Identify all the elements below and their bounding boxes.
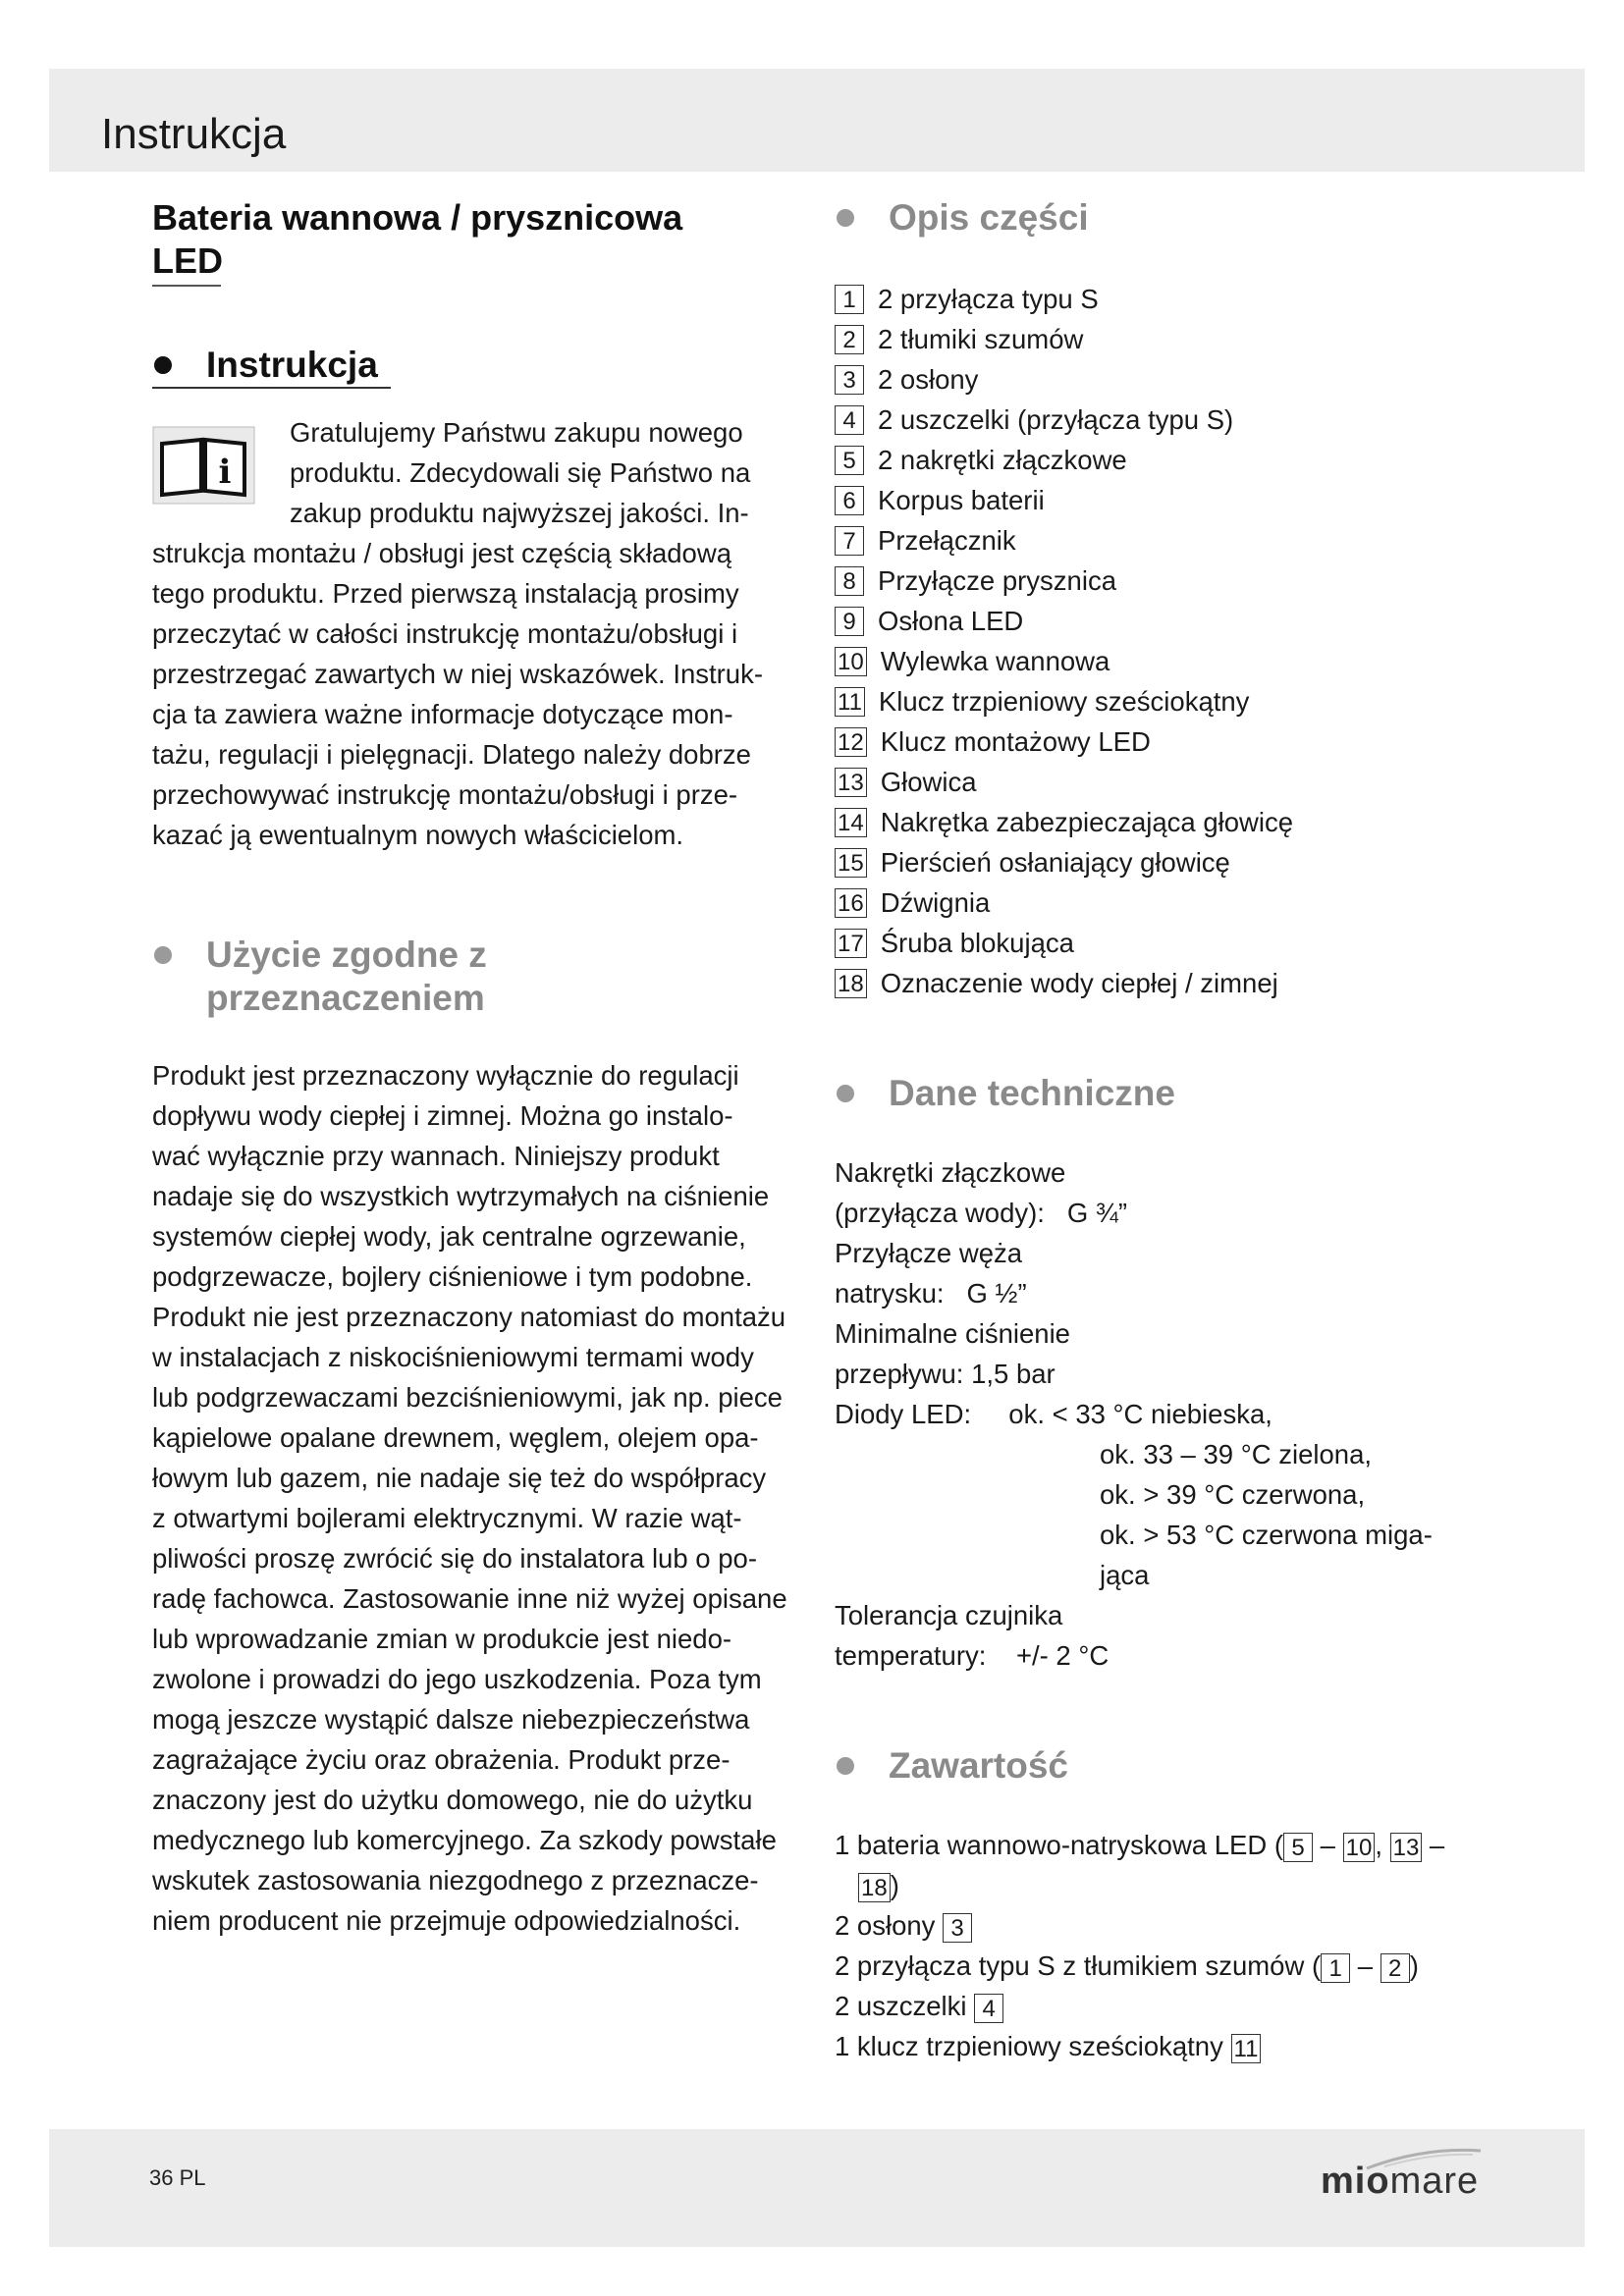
part-number: 5 <box>835 446 864 475</box>
part-label: 2 osłony <box>878 363 979 395</box>
bullet-icon <box>837 1085 854 1102</box>
tech-line: jąca <box>1100 1560 1150 1590</box>
part-label: Klucz trzpieniowy sześciokątny <box>878 685 1250 717</box>
part-item <box>835 400 1502 440</box>
tech-label: Diody LED: <box>835 1399 972 1429</box>
section-title: Zawartość <box>889 1745 1069 1786</box>
instr-line: Gratulujemy Państwu zakupu nowego <box>290 417 743 448</box>
left-column <box>152 196 800 1941</box>
part-item <box>835 279 1502 319</box>
use-line: lub podgrzewaczami bezciśnieniowymi, jak np. piece <box>152 1382 783 1413</box>
tech-line: ok. > 39 °C czerwona, <box>1100 1479 1366 1510</box>
part-number: 16 <box>835 888 867 918</box>
tech-line <box>835 1273 1502 1313</box>
instr-line: zakup produktu najwyższej jakości. In- <box>290 498 749 528</box>
tech-line <box>835 1193 1502 1233</box>
use-line: kąpielowe opalane drewnem, węglem, olejem opa- <box>152 1422 759 1453</box>
part-number: 3 <box>835 365 864 395</box>
use-line: nadaje się do wszystkich wytrzymałych na ciśnienie <box>152 1181 770 1211</box>
use-line: pliwości proszę zwrócić się do instalatora lub o po- <box>152 1543 757 1574</box>
contents-sep: – <box>1350 1950 1380 1981</box>
use-line: mogą jeszcze wystąpić dalsze niebezpieczeństwa <box>152 1704 750 1735</box>
part-item <box>835 681 1502 721</box>
part-label: 2 nakrętki złączkowe <box>878 444 1127 475</box>
right-column <box>835 196 1502 2066</box>
part-ref: 2 <box>1380 1953 1410 1983</box>
section-title-line1: Użycie zgodne z <box>206 934 487 975</box>
section-heading-opis-czesci <box>835 196 1502 240</box>
part-number: 7 <box>835 526 864 556</box>
part-number: 1 <box>835 285 864 314</box>
part-item <box>835 842 1502 882</box>
part-item <box>835 359 1502 400</box>
tech-value: +/- 2 °C <box>1015 1640 1110 1671</box>
tech-line: Przyłącze węża <box>835 1238 1023 1268</box>
miomare-logo <box>1321 2145 1488 2204</box>
info-book-icon <box>152 426 255 505</box>
logo-bold: mio <box>1321 2161 1390 2202</box>
part-number: 14 <box>835 808 867 837</box>
part-label: Przyłącze prysznica <box>878 564 1116 596</box>
instr-line: przestrzegać zawartych w niej wskazówek. Instruk- <box>152 659 764 689</box>
part-label: Klucz montażowy LED <box>880 725 1151 757</box>
part-label: Wylewka wannowa <box>880 645 1110 676</box>
page-header-title: Instrukcja <box>101 110 287 158</box>
bullet-icon <box>154 356 172 374</box>
part-number: 8 <box>835 566 864 596</box>
part-label: 2 przyłącza typu S <box>878 283 1099 314</box>
tech-label: (przyłącza wody): <box>835 1198 1045 1228</box>
part-number: 10 <box>835 647 867 676</box>
tech-line <box>835 1394 1502 1434</box>
contents-sep: ) <box>1409 1950 1419 1981</box>
use-line: wskutek zastosowania niezgodnego z przeznacze- <box>152 1865 759 1896</box>
part-item <box>835 561 1502 601</box>
part-item <box>835 963 1502 1003</box>
part-number: 18 <box>835 969 867 998</box>
part-label: Śruba blokująca <box>880 927 1074 958</box>
logo-text <box>1321 2161 1479 2203</box>
use-line: radę fachowca. Zastosowanie inne niż wyżej opisane <box>152 1583 787 1614</box>
use-line: podgrzewacze, bojlery ciśnieniowe i tym podobne. <box>152 1261 753 1292</box>
instr-line: tażu, regulacji i pielęgnacji. Dlatego należy dobrze <box>152 739 751 770</box>
bullet-icon <box>837 209 854 227</box>
tech-value: G ½” <box>966 1278 1027 1308</box>
instr-line: tego produktu. Przed pierwszą instalacją prosimy <box>152 578 739 609</box>
part-ref: 1 <box>1321 1953 1350 1983</box>
part-item <box>835 762 1502 802</box>
use-line: znaczony jest do użytku domowego, nie do użytku <box>152 1785 753 1815</box>
use-line: lub wprowadzanie zmian w produkcie jest niedo- <box>152 1624 732 1654</box>
tech-line: przepływu: 1,5 bar <box>835 1359 1056 1389</box>
use-line: wać wyłącznie przy wannach. Niniejszy produkt <box>152 1141 720 1171</box>
part-ref: 4 <box>974 1994 1003 2023</box>
section-heading-dane-techniczne <box>835 1072 1502 1115</box>
tech-line <box>835 1635 1502 1676</box>
part-label: Dźwignia <box>880 886 991 918</box>
use-line: w instalacjach z niskociśnieniowymi termami wody <box>152 1342 754 1372</box>
contents-text: 2 osłony <box>835 1910 944 1941</box>
use-line: łowym lub gazem, nie nadaje się też do współpracy <box>152 1463 767 1493</box>
part-label: Przełącznik <box>878 524 1016 556</box>
part-number: 17 <box>835 929 867 958</box>
part-label: 2 uszczelki (przyłącza typu S) <box>878 403 1234 435</box>
instr-line: przechowywać instrukcję montażu/obsługi i prze- <box>152 779 738 810</box>
tech-data <box>835 1152 1502 1676</box>
part-item <box>835 882 1502 923</box>
svg-text:i: i <box>218 453 232 492</box>
tech-label: natrysku: <box>835 1278 945 1308</box>
use-line: niem producent nie przejmuje odpowiedzialności. <box>152 1905 741 1936</box>
instr-line: produktu. Zdecydowali się Państwo na <box>290 457 751 488</box>
part-number: 11 <box>835 687 865 717</box>
tech-line: Minimalne ciśnienie <box>835 1318 1070 1349</box>
tech-value: ok. < 33 °C niebieska, <box>1008 1399 1272 1429</box>
part-label: Pierścień osłaniający głowicę <box>880 846 1230 878</box>
part-number: 12 <box>835 727 867 757</box>
part-ref: 11 <box>1231 2034 1262 2063</box>
part-item <box>835 480 1502 520</box>
part-item <box>835 440 1502 480</box>
contents-text: 2 przyłącza typu S z tłumikiem szumów ( <box>835 1950 1322 1981</box>
part-number: 6 <box>835 486 864 515</box>
part-item <box>835 802 1502 842</box>
contents-item-cont <box>835 1865 1502 1905</box>
instr-line: przeczytać w całości instrukcję montażu/obsługi i <box>152 618 738 649</box>
part-ref: 5 <box>1283 1833 1313 1862</box>
contents-item <box>835 1825 1502 1865</box>
contents-sep: ) <box>890 1870 899 1900</box>
section-title: Instrukcja <box>206 345 378 385</box>
bullet-icon <box>154 946 172 964</box>
tech-line: ok. > 53 °C czerwona miga- <box>1100 1520 1433 1550</box>
tech-value: G ¾” <box>1066 1198 1127 1228</box>
contents-item <box>835 2026 1502 2066</box>
part-number: 15 <box>835 848 867 878</box>
tech-line: Nakrętki złączkowe <box>835 1157 1066 1188</box>
logo-light: mare <box>1389 2161 1480 2202</box>
main-title-line2: LED <box>152 240 223 281</box>
use-line: zagrażające życiu oraz obrażenia. Produkt prze- <box>152 1744 731 1775</box>
section-heading-zawartosc <box>835 1744 1502 1788</box>
part-label: Oznaczenie wody ciepłej / zimnej <box>880 967 1278 998</box>
tech-line: ok. 33 – 39 °C zielona, <box>1100 1439 1373 1469</box>
contents-item <box>835 1946 1502 1986</box>
use-line: systemów ciepłej wody, jak centralne ogrzewanie, <box>152 1221 746 1252</box>
tech-line: Tolerancja czujnika <box>835 1600 1063 1630</box>
part-ref: 3 <box>943 1913 972 1943</box>
part-item <box>835 923 1502 963</box>
use-line: dopływu wody ciepłej i zimnej. Można go instalo- <box>152 1100 733 1131</box>
part-label: 2 tłumiki szumów <box>878 323 1084 354</box>
use-line: zwolone i prowadzi do jego uszkodzenia. Poza tym <box>152 1664 762 1694</box>
bullet-icon <box>837 1757 854 1775</box>
part-ref: 10 <box>1343 1833 1376 1862</box>
page-number: 36 PL <box>149 2165 206 2190</box>
section-title: Dane techniczne <box>889 1073 1175 1113</box>
main-title-line1: Bateria wannowa / prysznicowa <box>152 197 683 238</box>
part-label: Osłona LED <box>878 605 1024 636</box>
instr-line: kazać ją ewentualnym nowych właścicielom. <box>152 820 684 850</box>
part-number: 4 <box>835 405 864 435</box>
use-text <box>152 1055 800 1941</box>
use-line: Produkt jest przeznaczony wyłącznie do regulacji <box>152 1060 739 1091</box>
part-item <box>835 721 1502 762</box>
contents-sep: , <box>1375 1830 1390 1860</box>
contents-list <box>835 1825 1502 2066</box>
part-number: 9 <box>835 607 864 636</box>
contents-text: 1 bateria wannowo-natryskowa LED ( <box>835 1830 1284 1860</box>
main-title <box>152 196 800 283</box>
part-item <box>835 319 1502 359</box>
contents-text: 1 klucz trzpieniowy sześciokątny <box>835 2031 1231 2061</box>
parts-list <box>835 279 1502 1003</box>
section-title: Opis części <box>889 197 1089 238</box>
part-item <box>835 641 1502 681</box>
part-label: Głowica <box>880 766 977 797</box>
instruction-text <box>152 412 800 855</box>
section-title-line2: przeznaczeniem <box>206 978 485 1018</box>
contents-sep: – <box>1313 1830 1343 1860</box>
part-item <box>835 601 1502 641</box>
part-label: Korpus baterii <box>878 484 1045 515</box>
section-heading-instrukcja <box>152 344 800 387</box>
contents-item <box>835 1986 1502 2026</box>
part-label: Nakrętka zabezpieczająca głowicę <box>880 806 1294 837</box>
use-line: medycznego lub komercyjnego. Za szkody powstałe <box>152 1825 777 1855</box>
instr-line: cja ta zawiera ważne informacje dotyczące mon- <box>152 699 733 729</box>
part-ref: 18 <box>858 1873 891 1902</box>
part-number: 13 <box>835 768 867 797</box>
contents-text: 2 uszczelki <box>835 1991 975 2021</box>
tech-label: temperatury: <box>835 1640 987 1671</box>
section-heading-uzycie <box>152 934 800 1020</box>
part-ref: 13 <box>1390 1833 1423 1862</box>
part-item <box>835 520 1502 561</box>
use-line: Produkt nie jest przeznaczony natomiast do montażu <box>152 1302 786 1332</box>
part-number: 2 <box>835 325 864 354</box>
use-line: z otwartymi bojlerami elektrycznymi. W razie wąt- <box>152 1503 742 1533</box>
contents-item <box>835 1905 1502 1946</box>
instr-line: strukcja montażu / obsługi jest częścią składową <box>152 538 731 568</box>
contents-sep: – <box>1422 1830 1445 1860</box>
